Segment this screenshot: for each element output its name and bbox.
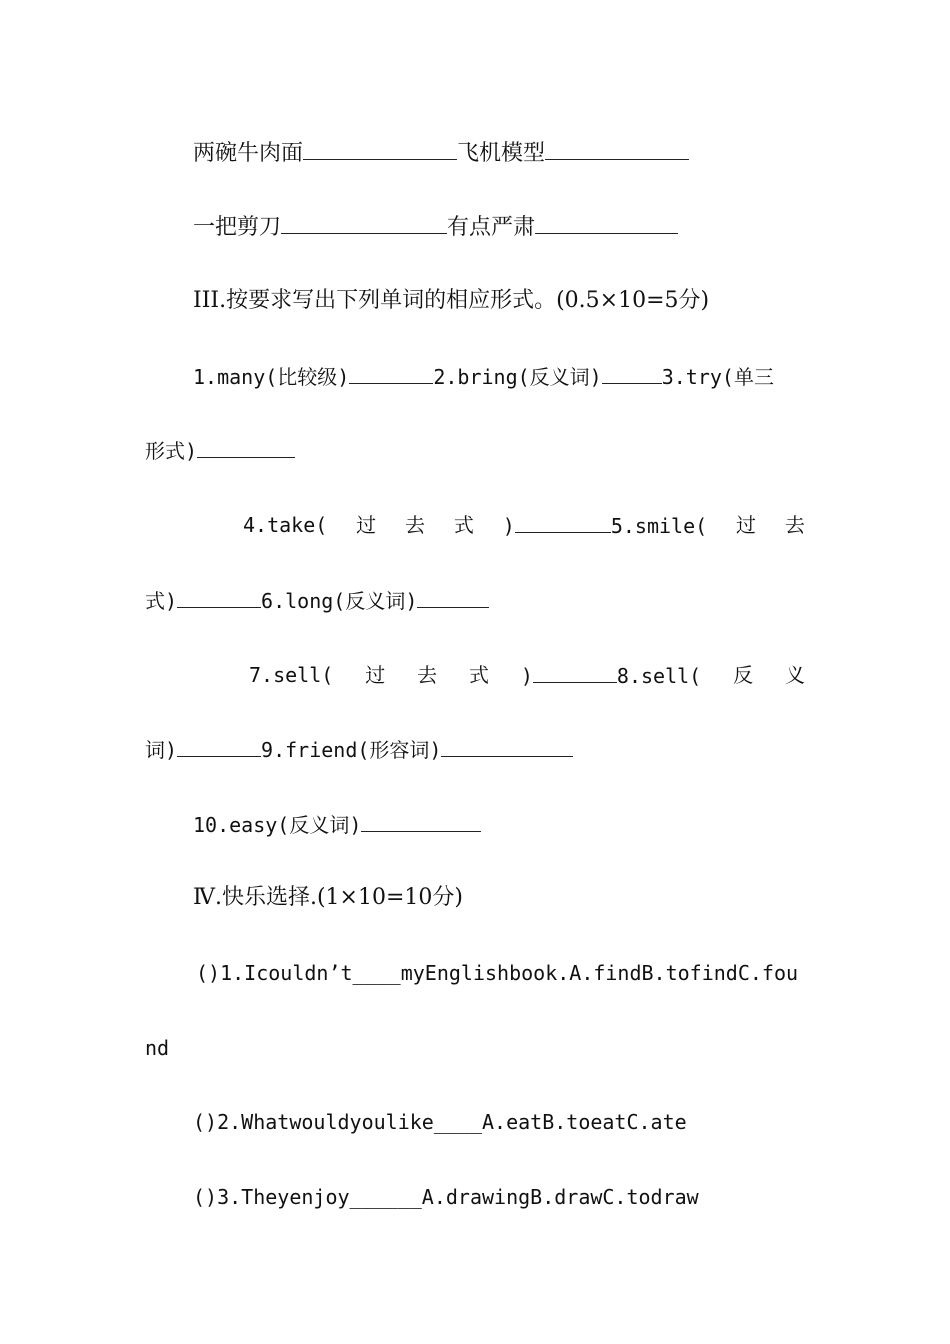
section-3-line-6: [145, 734, 573, 764]
question-10: 10.easy(反义词): [193, 813, 362, 837]
vocab-row-1: [193, 137, 689, 167]
vocab-item-serious: 有点严肃: [447, 215, 536, 240]
question-4-char: 去: [405, 513, 426, 537]
answer-blank[interactable]: [361, 809, 481, 832]
answer-blank[interactable]: [177, 734, 261, 757]
question-7-char: 去: [417, 663, 438, 687]
question-4-char: 式: [453, 513, 474, 537]
section-3-line-1: [193, 361, 774, 391]
question-7-suffix: ): [520, 664, 533, 688]
choice-question-2: ()2.Whatwouldyoulike____A.eatB.toeatC.ate: [193, 1110, 687, 1134]
question-6: 6.long(反义词): [261, 589, 418, 613]
choice-question-1-cont: nd: [145, 1036, 170, 1060]
choice-question-1: ()1.Icouldn’t____myEnglishbook.A.findB.tofindC.fou: [196, 961, 799, 985]
question-8-char: 反: [733, 663, 754, 687]
answer-blank[interactable]: [533, 660, 617, 683]
answer-blank[interactable]: [545, 137, 689, 160]
answer-blank[interactable]: [197, 435, 295, 458]
answer-blank[interactable]: [281, 211, 447, 234]
question-2: 2.bring(反义词): [433, 365, 602, 389]
answer-blank[interactable]: [602, 361, 662, 384]
question-1: 1.many(比较级): [193, 365, 350, 389]
question-4-char: 过: [356, 513, 377, 537]
question-8-char: 义: [784, 663, 805, 687]
question-7-char: 过: [365, 663, 386, 687]
vocab-item-scissors: 一把剪刀: [193, 215, 282, 240]
question-5-char: 过: [736, 513, 757, 537]
answer-blank[interactable]: [441, 734, 573, 757]
question-3: 3.try(单三: [661, 365, 774, 389]
section-3-heading: III.按要求写出下列单词的相应形式。(0.5×10=5分): [193, 288, 710, 313]
question-5-prefix: 5.smile(: [610, 514, 708, 538]
vocab-item-plane-model: 飞机模型: [457, 141, 546, 166]
choice-question-3: ()3.Theyenjoy______A.drawingB.drawC.todraw: [193, 1185, 699, 1209]
question-4-suffix: ): [502, 514, 515, 538]
section-3-line-5: [249, 660, 805, 690]
answer-blank[interactable]: [515, 510, 611, 533]
question-5-char: 去: [784, 513, 805, 537]
section-3-line-3: [243, 510, 805, 540]
answer-blank[interactable]: [349, 361, 433, 384]
section-3-line-2: [145, 435, 295, 465]
section-3-line-4: [145, 585, 489, 615]
question-9: 9.friend(形容词): [261, 738, 442, 762]
answer-blank[interactable]: [177, 585, 261, 608]
question-4-prefix: 4.take(: [243, 513, 328, 537]
question-7-prefix: 7.sell(: [249, 663, 334, 687]
question-8-prefix: 8.sell(: [616, 664, 702, 688]
question-7-char: 式: [468, 663, 489, 687]
answer-blank[interactable]: [535, 211, 678, 234]
section-4-heading: Ⅳ.快乐选择.(1×10=10分): [193, 885, 463, 910]
question-3-cont: 形式): [145, 439, 198, 463]
vocab-row-2: [193, 211, 678, 241]
vocab-item-beef-noodles: 两碗牛肉面: [193, 141, 304, 166]
question-8-tail: 词): [145, 738, 178, 762]
question-5-tail: 式): [145, 589, 178, 613]
section-3-line-7: [193, 809, 481, 839]
answer-blank[interactable]: [417, 585, 489, 608]
answer-blank[interactable]: [303, 137, 457, 160]
